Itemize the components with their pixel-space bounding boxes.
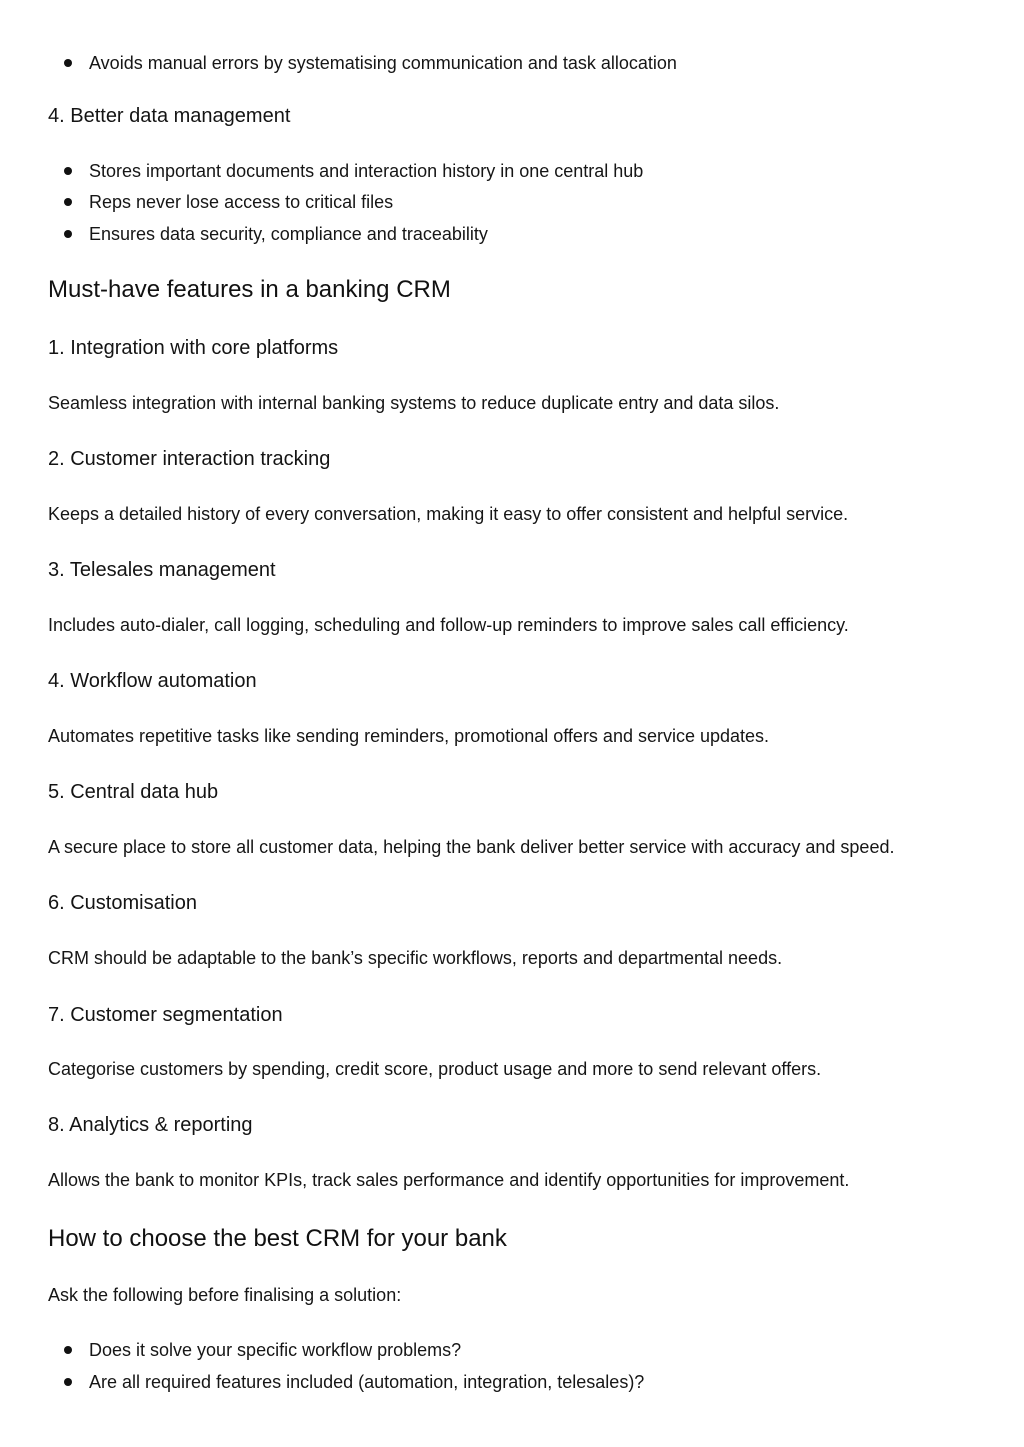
feature-heading: 7. Customer segmentation — [48, 1004, 283, 1026]
feature-heading: 1. Integration with core platforms — [48, 337, 339, 359]
bullet-icon — [64, 1378, 72, 1386]
feature-description: A secure place to store all customer data, helping the bank deliver better service with accuracy and speed. — [48, 837, 895, 857]
list-item-text: Stores important documents and interaction history in one central hub — [89, 161, 644, 181]
list-item — [64, 162, 643, 180]
feature-heading: 5. Central data hub — [48, 781, 219, 803]
list-item-text: Ensures data security, compliance and traceability — [89, 224, 488, 244]
list-item — [64, 54, 677, 72]
list-item-text: Are all required features included (automation, integration, telesales)? — [89, 1372, 645, 1392]
feature-heading: 4. Workflow automation — [48, 670, 257, 692]
feature-description: Allows the bank to monitor KPIs, track sales performance and identify opportunities for improvement. — [48, 1170, 850, 1190]
bullet-icon — [64, 230, 72, 238]
bullet-icon — [64, 59, 72, 67]
bullet-icon — [64, 198, 72, 206]
feature-heading: 6. Customisation — [48, 892, 197, 914]
feature-description: Categorise customers by spending, credit score, product usage and more to send relevant offers. — [48, 1059, 822, 1079]
feature-description: Automates repetitive tasks like sending reminders, promotional offers and service updates. — [48, 726, 770, 746]
section-title-how-to-choose: How to choose the best CRM for your bank — [48, 1225, 507, 1252]
section-heading-data-management: 4. Better data management — [48, 105, 291, 127]
list-item — [64, 193, 393, 211]
list-item-text: Does it solve your specific workflow problems? — [89, 1340, 462, 1360]
feature-heading: 8. Analytics & reporting — [48, 1114, 253, 1136]
list-item-text: Avoids manual errors by systematising communication and task allocation — [89, 53, 677, 73]
list-item-text: Reps never lose access to critical files — [89, 192, 394, 212]
list-item — [64, 1341, 461, 1359]
paragraph-intro: Ask the following before finalising a solution: — [48, 1285, 402, 1305]
feature-description: Keeps a detailed history of every conversation, making it easy to offer consistent and helpful service. — [48, 504, 849, 524]
bullet-icon — [64, 167, 72, 175]
feature-description: CRM should be adaptable to the bank’s specific workflows, reports and departmental needs. — [48, 948, 783, 968]
section-title-must-have-features: Must-have features in a banking CRM — [48, 276, 451, 303]
list-item — [64, 225, 488, 243]
feature-description: Seamless integration with internal banking systems to reduce duplicate entry and data silos. — [48, 393, 780, 413]
feature-heading: 2. Customer interaction tracking — [48, 448, 331, 470]
list-item — [64, 1373, 644, 1391]
bullet-icon — [64, 1346, 72, 1354]
feature-heading: 3. Telesales management — [48, 559, 276, 581]
feature-description: Includes auto-dialer, call logging, scheduling and follow-up reminders to improve sales call efficiency. — [48, 615, 849, 635]
